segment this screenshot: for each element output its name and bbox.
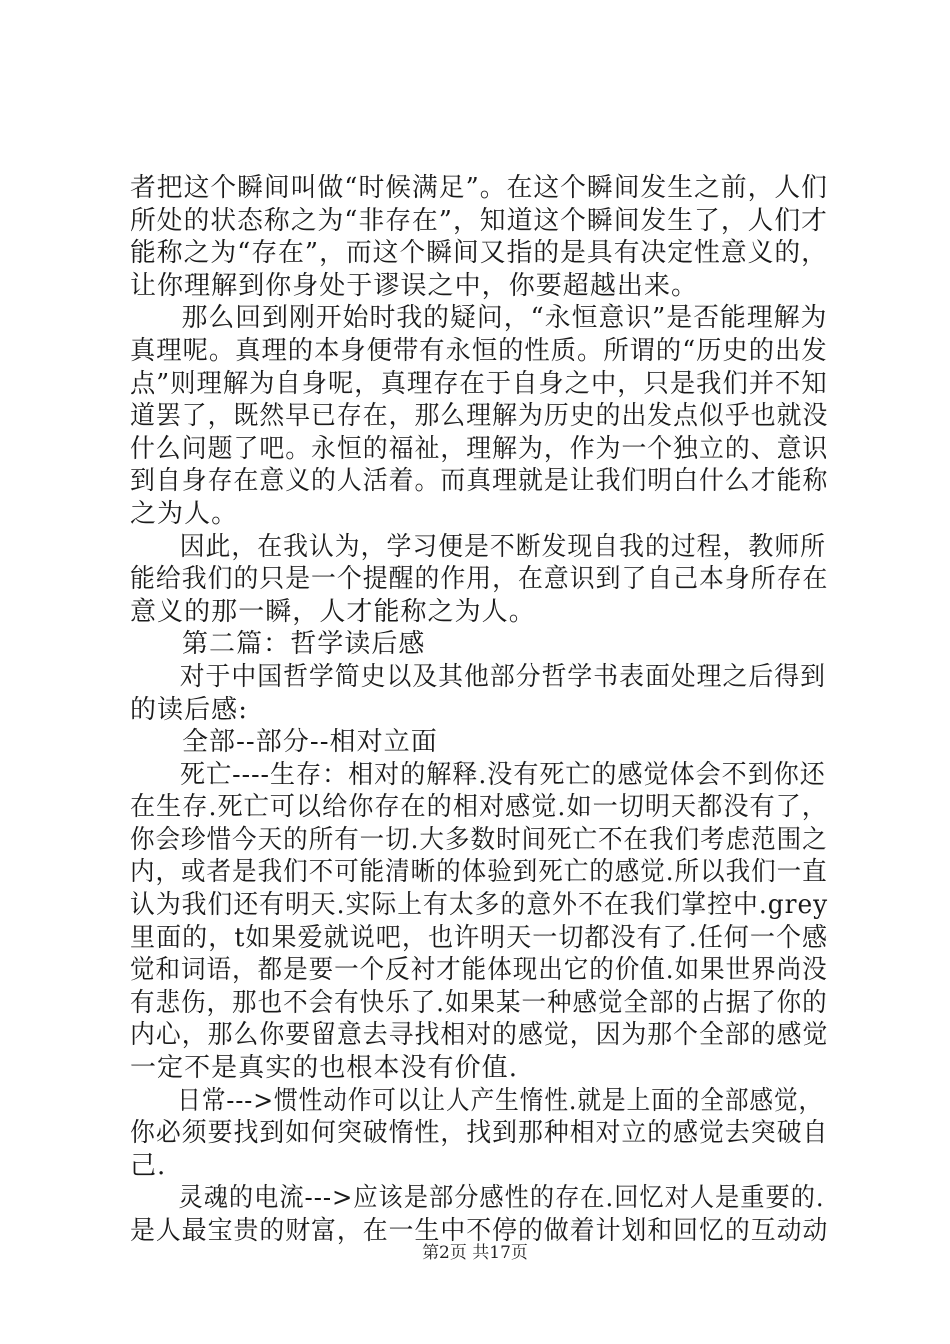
document-body	[130, 172, 828, 1248]
text-line: 在生存.死亡可以给你存在的相对感觉.如一切明天都没有了，	[130, 792, 828, 823]
text-line: 里面的，t如果爱就说吧，也许明天一切都没有了.任何一个感	[130, 922, 829, 953]
text-line: 因此，在我认为，学习便是不断发现自我的过程，教师所	[179, 531, 826, 562]
text-line: 让你理解到你身处于谬误之中，你要超越出来。	[130, 270, 699, 301]
text-line: 你必须要找到如何突破惰性，找到那种相对立的感觉去突破自	[130, 1118, 829, 1149]
text-line: 第二篇：哲学读后感	[182, 629, 426, 660]
text-line: 是人最宝贵的财富，在一生中不停的做着计划和回忆的互动动	[130, 1216, 829, 1246]
text-line: 那么回到刚开始时我的疑问，“永恒意识”是否能理解为	[181, 303, 828, 334]
text-line: 灵魂的电流--->应该是部分感性的存在.回忆对人是重要的.	[178, 1183, 825, 1214]
text-line: 意义的那一瞬，人才能称之为人。	[130, 596, 536, 627]
text-line: 内，或者是我们不可能清晰的体验到死亡的感觉.所以我们一直	[130, 857, 828, 888]
text-line: 内心，那么你要留意去寻找相对的感觉，因为那个全部的感觉	[130, 1020, 829, 1051]
text-line: 能给我们的只是一个提醒的作用，在意识到了自己本身所存在	[130, 564, 829, 595]
text-line: 死亡----生存：相对的解释.没有死亡的感觉体会不到你还	[180, 759, 826, 790]
page-number-footer: 第2页 共17页	[422, 1243, 528, 1263]
text-line: 一定不是真实的也根本没有价值.	[130, 1053, 519, 1084]
text-line: 之为人。	[130, 498, 239, 529]
text-line: 有悲伤，那也不会有快乐了.如果某一种感觉全部的占据了你的	[130, 987, 828, 1018]
text-line: 所处的状态称之为“非存在”，知道这个瞬间发生了，人们才	[130, 205, 828, 236]
text-line: 点”则理解为自身呢，真理存在于自身之中，只是我们并不知	[130, 368, 828, 399]
text-line: 己.	[130, 1150, 167, 1181]
text-line: 能称之为“存在”，而这个瞬间又指的是具有决定性意义的，	[130, 238, 828, 269]
text-line: 什么问题了吧。永恒的福祉，理解为，作为一个独立的、意识	[130, 433, 829, 464]
text-line: 对于中国哲学简史以及其他部分哲学书表面处理之后得到	[179, 661, 826, 692]
text-line: 道罢了，既然早已存在，那么理解为历史的出发点似乎也就没	[130, 401, 829, 432]
text-line: 日常--->惯性动作可以让人产生惰性.就是上面的全部感觉，	[177, 1085, 824, 1116]
text-line: 真理呢。真理的本身便带有永恒的性质。所谓的“历史的出发	[130, 335, 828, 366]
text-line: 觉和词语，都是要一个反衬才能体现出它的价值.如果世界尚没	[130, 955, 828, 986]
text-line: 全部--部分--相对立面	[182, 727, 438, 758]
text-line: 你会珍惜今天的所有一切.大多数时间死亡不在我们考虑范围之	[130, 824, 828, 855]
text-line: 者把这个瞬间叫做“时候满足”。在这个瞬间发生之前，人们	[130, 173, 828, 203]
text-line: 认为我们还有明天.实际上有太多的意外不在我们掌控中.grey	[130, 890, 829, 921]
text-line: 的读后感:	[130, 694, 249, 725]
text-line: 到自身存在意义的人活着。而真理就是让我们明白什么才能称	[130, 466, 829, 497]
